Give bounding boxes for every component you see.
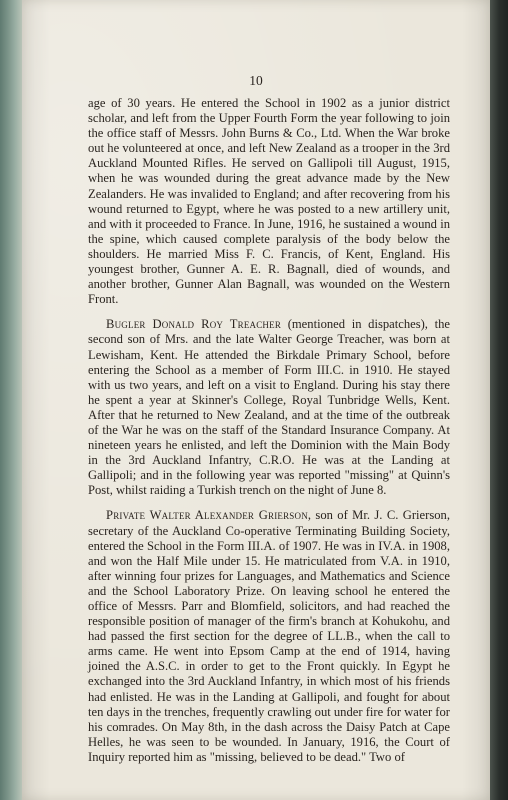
page-body xyxy=(88,96,450,775)
paragraph-text: age of 30 years. He entered the School in 1902 as a junior district scholar, and left from the Upper Fourth Form the year following to join the office staff of Messrs. John Burns & Co., Ltd. When the War broke out he volunteered at once, and left New Zealand as a trooper in the 3rd Auckland Mounted Rifles. He served on Gallipoli till August, 1915, when he was wounded during the great advance made by the New Zealanders. He was invalided to England; and after recovering from his wound returned to Egypt, where he was posted to a new artillery unit, and with it proceeded to France. In June, 1916, he sustained a wound in the spine, which caused complete paralysis of the body below the shoulders. He married Miss F. C. Francis, of Kent, England. His youngest brother, Gunner A. E. R. Bagnall, died of wounds, and another brother, Gunner Alan Bagnall, was wounded on the Western Front. xyxy=(88,96,450,307)
book-page xyxy=(22,0,490,800)
page-number: 10 xyxy=(249,73,263,88)
page-edge-shadow xyxy=(490,0,508,800)
soldier-name: Bugler Donald Roy Treacher xyxy=(106,317,282,332)
paragraph-text: , son of Mr. J. C. Grierson, secretary of the Auckland Co-operative Terminating Building Society, entered the School in the Form III.A. of 1907. He was in IV.A. in 1908, and won the Half Mile under 15. He matriculated from V.A. in 1910, after winning four prizes for Languages, and Mathematics and Science and the School Laboratory Prize. On leaving school he entered the office of Messrs. Parr and Blomfield, solicitors, and had reached the responsible position of manager of the firm's branch at Kohukohu, and had passed the first section for the degree of LL.B., when the call to arms came. He went into Epsom Camp at the end of 1914, having joined the A.S.C. in order to get to the Front quickly. In Egypt he exchanged into the 3rd Auckland Infantry, in which most of his friends had enlisted. He was in the Landing at Gallipoli, and fought for about ten days in the trenches, frequently crawling out under fire for water for his comrades. On May 8th, in the dash across the Daisy Patch at Cape Helles, he was seen to be wounded. In January, 1916, the Court of Inquiry reported him as "missing, believed to be dead." Two of xyxy=(88,508,450,764)
soldier-name: Private Walter Alexander Grierson xyxy=(106,508,308,523)
paragraph-treacher xyxy=(88,317,450,498)
paragraph-grierson xyxy=(88,508,450,765)
paragraph-bagnall xyxy=(88,96,450,307)
book-binding xyxy=(0,0,22,800)
paragraph-text: (mentioned in dispatches), the second son of Mrs. and the late Walter George Treacher, was born at Lewisham, Kent. He attended the Birkdale Primary School, before entering the School as a member of Form III.C. in 1910. He stayed with us two years, and left on a visit to England. During his stay there he spent a year at Skinner's College, Royal Tunbridge Wells, Kent. After that he returned to New Zealand, and at the time of the outbreak of the War he was on the staff of the Standard Insurance Company. At nineteen years he enlisted, and left the Dominion with the Main Body in the 3rd Auckland Infantry, C.R.O. He was at the Landing at Gallipoli; and in the following year was reported "missing" at Quinn's Post, whilst raiding a Turkish trench on the night of June 8. xyxy=(88,317,450,498)
